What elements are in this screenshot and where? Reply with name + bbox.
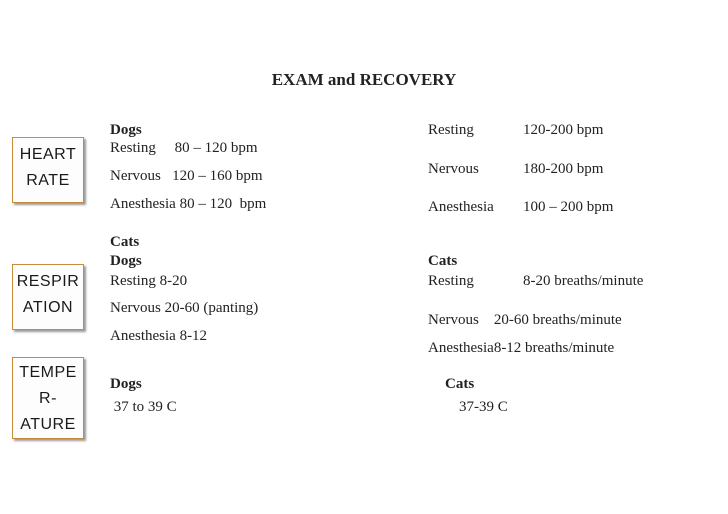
slide-title: EXAM and RECOVERY (271, 70, 457, 89)
heart-dogs-nervous: Nervous 120 – 160 bpm (110, 168, 263, 184)
resp-cats-resting-label: Resting (428, 273, 474, 289)
heart-rate-label-box (12, 137, 84, 203)
resp-cats-resting-value: 8-20 breaths/minute (523, 273, 644, 289)
temp-cats-heading: Cats (445, 376, 475, 392)
temperature-label-line3: ATURE (20, 416, 76, 433)
heart-cats-heading: Cats (110, 234, 140, 250)
heart-dogs-resting: Resting 80 – 120 bpm (110, 140, 258, 156)
heart-cats-resting-value: 120-200 bpm (523, 122, 604, 138)
resp-dogs-nervous: Nervous 20-60 (panting) (110, 300, 259, 316)
resp-cats-heading: Cats (428, 253, 458, 269)
respiration-label-box (12, 264, 84, 330)
heart-cats-anesthesia-value: 100 – 200 bpm (523, 199, 614, 215)
temp-cats-value: 37-39 C (459, 399, 508, 415)
temp-dogs-heading: Dogs (110, 376, 142, 392)
resp-dogs-anesthesia: Anesthesia 8-12 (110, 328, 208, 344)
heart-cats-anesthesia-label: Anesthesia (428, 199, 494, 215)
heart-dogs-anesthesia: Anesthesia 80 – 120 bpm (110, 196, 267, 212)
resp-dogs-heading: Dogs (110, 253, 142, 269)
heart-cats-nervous-value: 180-200 bpm (523, 161, 604, 177)
temperature-label-line2: R- (39, 390, 57, 407)
heart-dogs-heading: Dogs (110, 122, 142, 138)
heart-rate-label-line2: RATE (26, 172, 70, 189)
resp-dogs-resting: Resting 8-20 (110, 273, 188, 289)
respiration-label-line2: ATION (22, 299, 74, 316)
respiration-label-line1: RESPIR (16, 273, 80, 290)
heart-cats-resting-label: Resting (428, 122, 474, 138)
heart-rate-label-line1: HEART (19, 146, 77, 163)
resp-cats-nervous: Nervous 20-60 breaths/minute (428, 312, 622, 328)
temp-dogs-value: 37 to 39 C (110, 399, 177, 415)
resp-cats-anesthesia: Anesthesia8-12 breaths/minute (428, 340, 615, 356)
heart-cats-nervous-label: Nervous (428, 161, 479, 177)
temperature-label-box (12, 357, 84, 439)
temperature-label-line1: TEMPE (19, 364, 77, 381)
